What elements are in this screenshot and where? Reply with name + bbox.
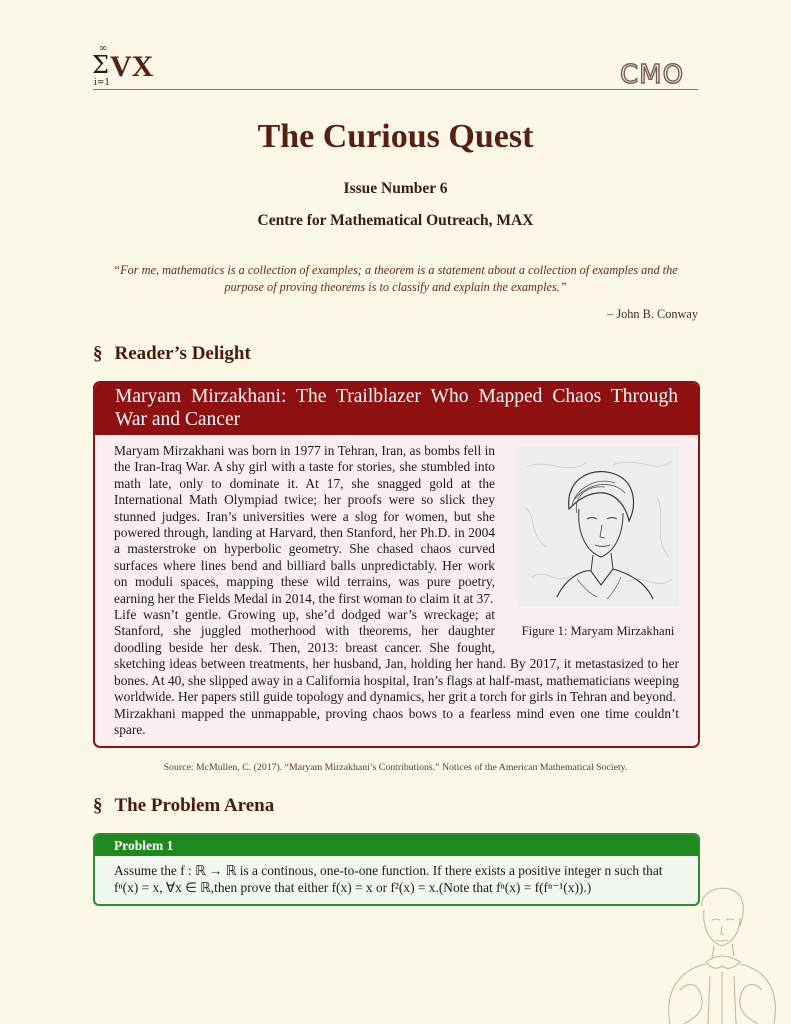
article-body — [95, 435, 698, 738]
problem-statement — [95, 856, 698, 902]
article-title: Maryam Mirzakhani: The Trailblazer Who Mapped Chaos Through War and Cancer — [95, 383, 698, 435]
epigraph-author: – John B. Conway — [607, 307, 698, 321]
cmo-logo-text: CMO — [620, 60, 685, 88]
header-rule — [93, 89, 698, 90]
figure-caption: Figure 1: Maryam Mirzakhani — [521, 624, 675, 639]
section-label: Reader’s Delight — [114, 343, 251, 364]
article-source: Source: McMullen, C. (2017). “Maryam Mirzakhani’s Contributions.” Notices of the American Mathematical Society. — [163, 762, 628, 773]
section-symbol: § — [93, 343, 103, 364]
section-problem-arena — [93, 795, 274, 817]
logo-sum-top: ∞ — [99, 43, 108, 54]
problem-line: fⁿ(x) = x, ∀x ∈ ℝ,then prove that either f(x) = x or f²(x) = x.(Note that fⁿ(x) = f(fⁿ⁻¹(x)).) — [114, 880, 592, 895]
article-figure — [509, 443, 687, 640]
svx-logo — [92, 40, 162, 90]
publisher-name: Centre for Mathematical Outreach, MAX — [257, 212, 534, 229]
newsletter-title: The Curious Quest — [257, 118, 534, 155]
problem-box — [93, 833, 700, 906]
corner-portrait-sketch — [650, 880, 791, 1024]
section-readers-delight — [93, 343, 251, 365]
section-symbol: § — [93, 795, 103, 816]
article-box — [93, 381, 700, 748]
cmo-logo — [618, 58, 702, 88]
epigraph-quote: “For me, mathematics is a collection of examples; a theorem is a statement about a collection of examples and the purpose of proving theorems is to classify and explain the examples.” — [113, 263, 678, 294]
logo-letters: VX — [110, 50, 154, 83]
logo-sum-bottom: i=1 — [94, 78, 111, 88]
logo-sigma: Σ — [92, 51, 109, 79]
article-paragraph: Life wasn’t gentle. Growing up, she’d dodged war’s wreckage; at Stanford, she juggled motherhood with theorems, her daughter doodling beside her desk. Then, 2013: breast cancer. She fought, sketching ideas between treatments, her husband, Jan, holding her hand. By 2017, it metastasized to her bones. At 40, she slipped away in a California hospital, Iran’s flags at half-mast, mathematicians weeping worldwide. Her papers still guide topology and dynamics, her grit a torch for girls in Tehran and beyond. — [114, 607, 679, 705]
portrait-image — [517, 447, 679, 607]
article-paragraph: Mirzakhani mapped the unmappable, proving chaos bows to a fearless mind even one time couldn’t spare. — [114, 705, 679, 737]
article-paragraph: Maryam Mirzakhani was born in 1977 in Tehran, Iran, as bombs fell in the Iran-Iraq War. A shy girl with a taste for stories, she stumbled into math late, only to dominate it. At 17, she snagged gold at the International Math Olympiad twice; her proofs were so slick they stunned judges. Iran’s universities were a slog for women, but she powered through, landing at Harvard, then Stanford, her Ph.D. in 2004 a masterstroke on hyperbolic geometry. She chased chaos curved surfaces where lines bend and billiard balls unpredictably. Her work on moduli spaces, mapping these wild terrains, was pure poetry, earning her the Fields Medal in 2014, the first woman to claim it at 37. — [114, 443, 495, 606]
problem-title: Problem 1 — [95, 835, 698, 856]
problem-line: Assume the f : ℝ → ℝ is a continous, one-to-one function. If there exists a positive integer n such that — [114, 863, 663, 878]
section-label: The Problem Arena — [114, 795, 275, 816]
issue-number: Issue Number 6 — [343, 180, 448, 197]
